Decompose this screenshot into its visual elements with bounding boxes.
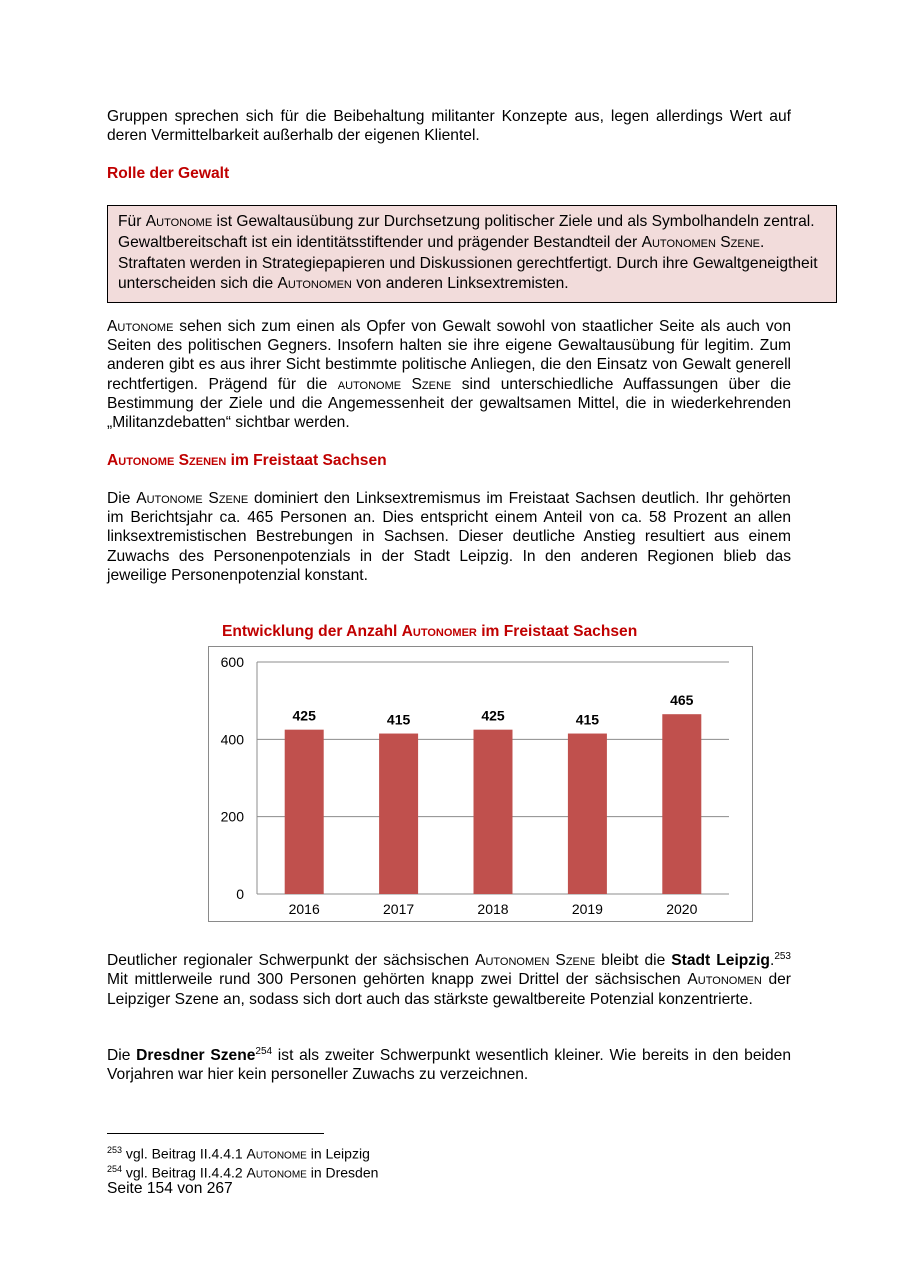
footnote-term: Autonome xyxy=(246,1164,307,1181)
page-number: Seite 154 von 267 xyxy=(107,1180,233,1197)
footnote-text: in Leipzig xyxy=(306,1145,370,1162)
highlight-box xyxy=(107,205,837,303)
box-text: von anderen Linksextremisten. xyxy=(351,275,569,293)
term: Autonome xyxy=(107,318,174,335)
text: bleibt die xyxy=(595,952,672,970)
footnote-divider xyxy=(107,1133,324,1134)
bold-term: Stadt Leipzig xyxy=(671,952,770,970)
footnote-term: Autonome xyxy=(246,1145,307,1162)
text: der Leipziger Szene an, sodass sich dort auch das stärkste gewaltbereite Potenzial konzentrierte. xyxy=(107,971,791,1008)
y-tick-label: 600 xyxy=(220,654,244,670)
x-tick-label: 2019 xyxy=(571,901,603,917)
chart-title xyxy=(222,623,637,641)
chart-frame xyxy=(208,646,753,922)
box-term: Autonome xyxy=(145,213,213,230)
chart-title-post: im Freistaat Sachsen xyxy=(476,623,638,640)
paragraph-dresden xyxy=(107,1042,791,1085)
text: Die xyxy=(107,490,137,507)
data-label: 465 xyxy=(670,692,694,709)
x-tick-label: 2018 xyxy=(477,901,509,917)
text: Die xyxy=(107,1047,137,1065)
bar xyxy=(379,734,418,894)
intro-paragraph: Gruppen sprechen sich für die Beibehaltung militanter Konzepte aus, legen allerdings Wert auf deren Vermittelbarkeit außerhalb der eigenen Klientel. xyxy=(107,108,791,145)
heading-rolle-der-gewalt: Rolle der Gewalt xyxy=(107,165,230,182)
footnote-text: vgl. Beitrag II.4.4.1 xyxy=(122,1145,247,1162)
box-text: Für xyxy=(118,213,146,230)
footnote-text: in Dresden xyxy=(306,1164,379,1181)
bar xyxy=(568,734,607,894)
chart-title-term: Autonomer xyxy=(401,623,477,640)
paragraph-leipzig xyxy=(107,947,791,1009)
data-label: 415 xyxy=(575,711,600,728)
text: dominiert den Linksextremismus im Freistaat Sachsen deutlich. Ihr gehörten im Berichtsjahr ca. 465 Personen an. Dies entspricht einem Anteil von ca. 58 Prozent an allen linksextremistischen Bestrebungen in Sachsen. Dieser deutliche Anstieg resultiert aus einem Zuwachs des Personenpotenzials in der Stadt Leipzig. In den anderen Regionen blieb das jeweilige Personenpotenzial konstant. xyxy=(107,490,791,584)
footnote-253 xyxy=(107,1142,370,1163)
x-tick-label: 2016 xyxy=(288,901,320,917)
term: Autonomen Szene xyxy=(475,952,596,970)
text: . xyxy=(769,952,775,970)
heading-text: im Freistaat Sachsen xyxy=(226,452,387,469)
box-text: . Straftaten werden in Strategiepapieren und Diskussionen gerechtfertigt. Durch ihre Gewaltgeneigtheit unterscheiden sich die xyxy=(118,233,818,293)
text: sehen sich zum einen als Opfer von Gewalt sowohl von staatlicher Seite als auch von Seiten des politischen Gegners. Insofern halten sie ihre eigene Gewaltausübung für legitim. Zum anderen gibt es aus ihrer Sicht bestimmte politische Anliegen, die den Einsatz von Gewalt generell rechtfertigen. Prägend für die xyxy=(107,318,791,393)
y-tick-label: 400 xyxy=(220,731,244,748)
y-tick-label: 0 xyxy=(236,886,244,902)
bar xyxy=(662,714,701,894)
data-label: 425 xyxy=(292,707,316,724)
footnote-text: vgl. Beitrag II.4.4.2 xyxy=(122,1164,247,1181)
footnote-number: 254 xyxy=(107,1164,123,1174)
y-tick-label: 200 xyxy=(220,808,244,825)
heading-term: Autonome Szenen xyxy=(107,452,227,469)
chart-title-pre: Entwicklung der Anzahl xyxy=(222,623,402,640)
text: ist als zweiter Schwerpunkt wesentlich kleiner. Wie bereits in den beiden Vorjahren war hier kein personeller Zuwachs zu verzeichnen. xyxy=(107,1047,791,1084)
text: Deutlicher regionaler Schwerpunkt der sächsischen xyxy=(107,952,476,970)
bar xyxy=(474,730,513,894)
box-text: ist Gewaltausübung zur Durchsetzung politischer Ziele und als Symbolhandeln zentral. Gewaltbereitschaft ist ein identitätsstiftender und prägender Bestandteil der xyxy=(118,213,815,251)
footnote-number: 253 xyxy=(107,1145,123,1155)
bold-term: Dresdner Szene xyxy=(136,1047,256,1065)
term: Autonome Szene xyxy=(136,490,249,507)
term: Autonomen xyxy=(687,971,762,989)
box-term: Autonomen xyxy=(277,275,352,293)
bar xyxy=(285,730,324,894)
bar-chart xyxy=(209,647,752,921)
data-label: 425 xyxy=(481,707,505,724)
box-term: Autonomen Szene xyxy=(641,233,761,251)
term: autonome Szene xyxy=(337,375,452,393)
text: sind unterschiedliche Auffassungen über die Bestimmung der Ziele und die Angemessenheit der gewaltsamen Mittel, die in wiederkehrenden „Militanzdebatten“ sichtbar werden. xyxy=(107,375,792,432)
x-tick-label: 2020 xyxy=(666,901,698,917)
footnote-ref[interactable]: 253 xyxy=(774,951,791,962)
data-label: 415 xyxy=(386,711,411,728)
x-tick-label: 2017 xyxy=(383,901,415,917)
footnote-ref[interactable]: 254 xyxy=(255,1046,273,1057)
paragraph-szene xyxy=(107,489,791,585)
text: Mit mittlerweile rund 300 Personen gehörten knapp zwei Drittel der sächsischen xyxy=(107,971,688,989)
paragraph-opfer xyxy=(107,317,791,432)
heading-autonome-szenen xyxy=(107,452,387,470)
footnote-254 xyxy=(107,1161,378,1182)
